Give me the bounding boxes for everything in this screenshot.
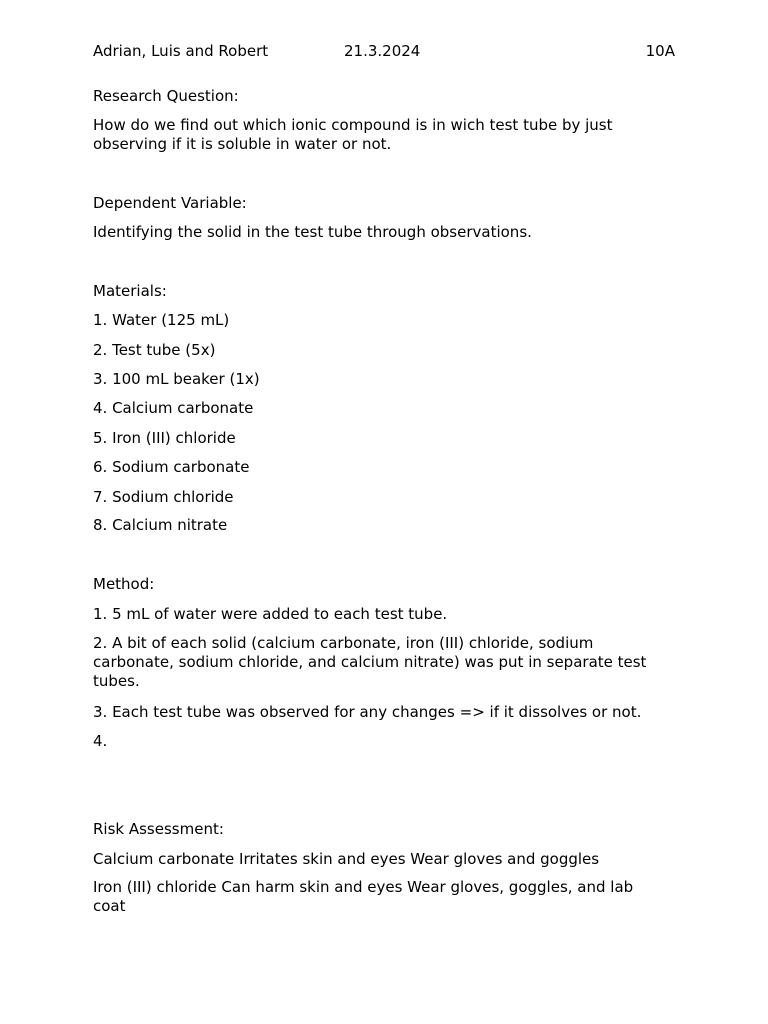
material-item: 6. Sodium carbonate: [93, 458, 250, 476]
class-label: 10A: [645, 42, 675, 60]
materials-heading: Materials:: [93, 282, 167, 300]
method-step: 2. A bit of each solid (calcium carbonate, iron (III) chloride, sodium carbonate, sodium chloride, and calcium nitrate) was put in separate test tubes.: [93, 634, 647, 690]
material-item: 3. 100 mL beaker (1x): [93, 370, 260, 388]
dependent-variable-heading: Dependent Variable:: [93, 194, 247, 212]
document-page: [93, 42, 683, 915]
author-names: Adrian, Luis and Robert: [93, 42, 269, 60]
method-step: 4.: [93, 732, 108, 750]
document-header: [93, 42, 683, 61]
document-date: 21.3.2024: [344, 42, 421, 60]
risk-assessment-heading: Risk Assessment:: [93, 820, 224, 838]
material-item: 2. Test tube (5x): [93, 341, 216, 359]
dependent-variable-text: Identifying the solid in the test tube through observations.: [93, 223, 532, 241]
research-question-text: How do we find out which ionic compound is in wich test tube by just observing if it is soluble in water or not.: [93, 116, 613, 153]
material-item: 5. Iron (III) chloride: [93, 429, 236, 447]
method-heading: Method:: [93, 575, 155, 593]
research-question-heading: Research Question:: [93, 87, 239, 105]
risk-item: Calcium carbonate Irritates skin and eyes Wear gloves and goggles: [93, 850, 600, 868]
material-item: 1. Water (125 mL): [93, 311, 230, 329]
material-item: 8. Calcium nitrate: [93, 516, 228, 534]
method-step: 3. Each test tube was observed for any changes => if it dissolves or not.: [93, 703, 642, 721]
method-step: 1. 5 mL of water were added to each test tube.: [93, 605, 448, 623]
material-item: 7. Sodium chloride: [93, 488, 234, 506]
material-item: 4. Calcium carbonate: [93, 399, 254, 417]
risk-item: Iron (III) chloride Can harm skin and eyes Wear gloves, goggles, and lab coat: [93, 878, 634, 915]
